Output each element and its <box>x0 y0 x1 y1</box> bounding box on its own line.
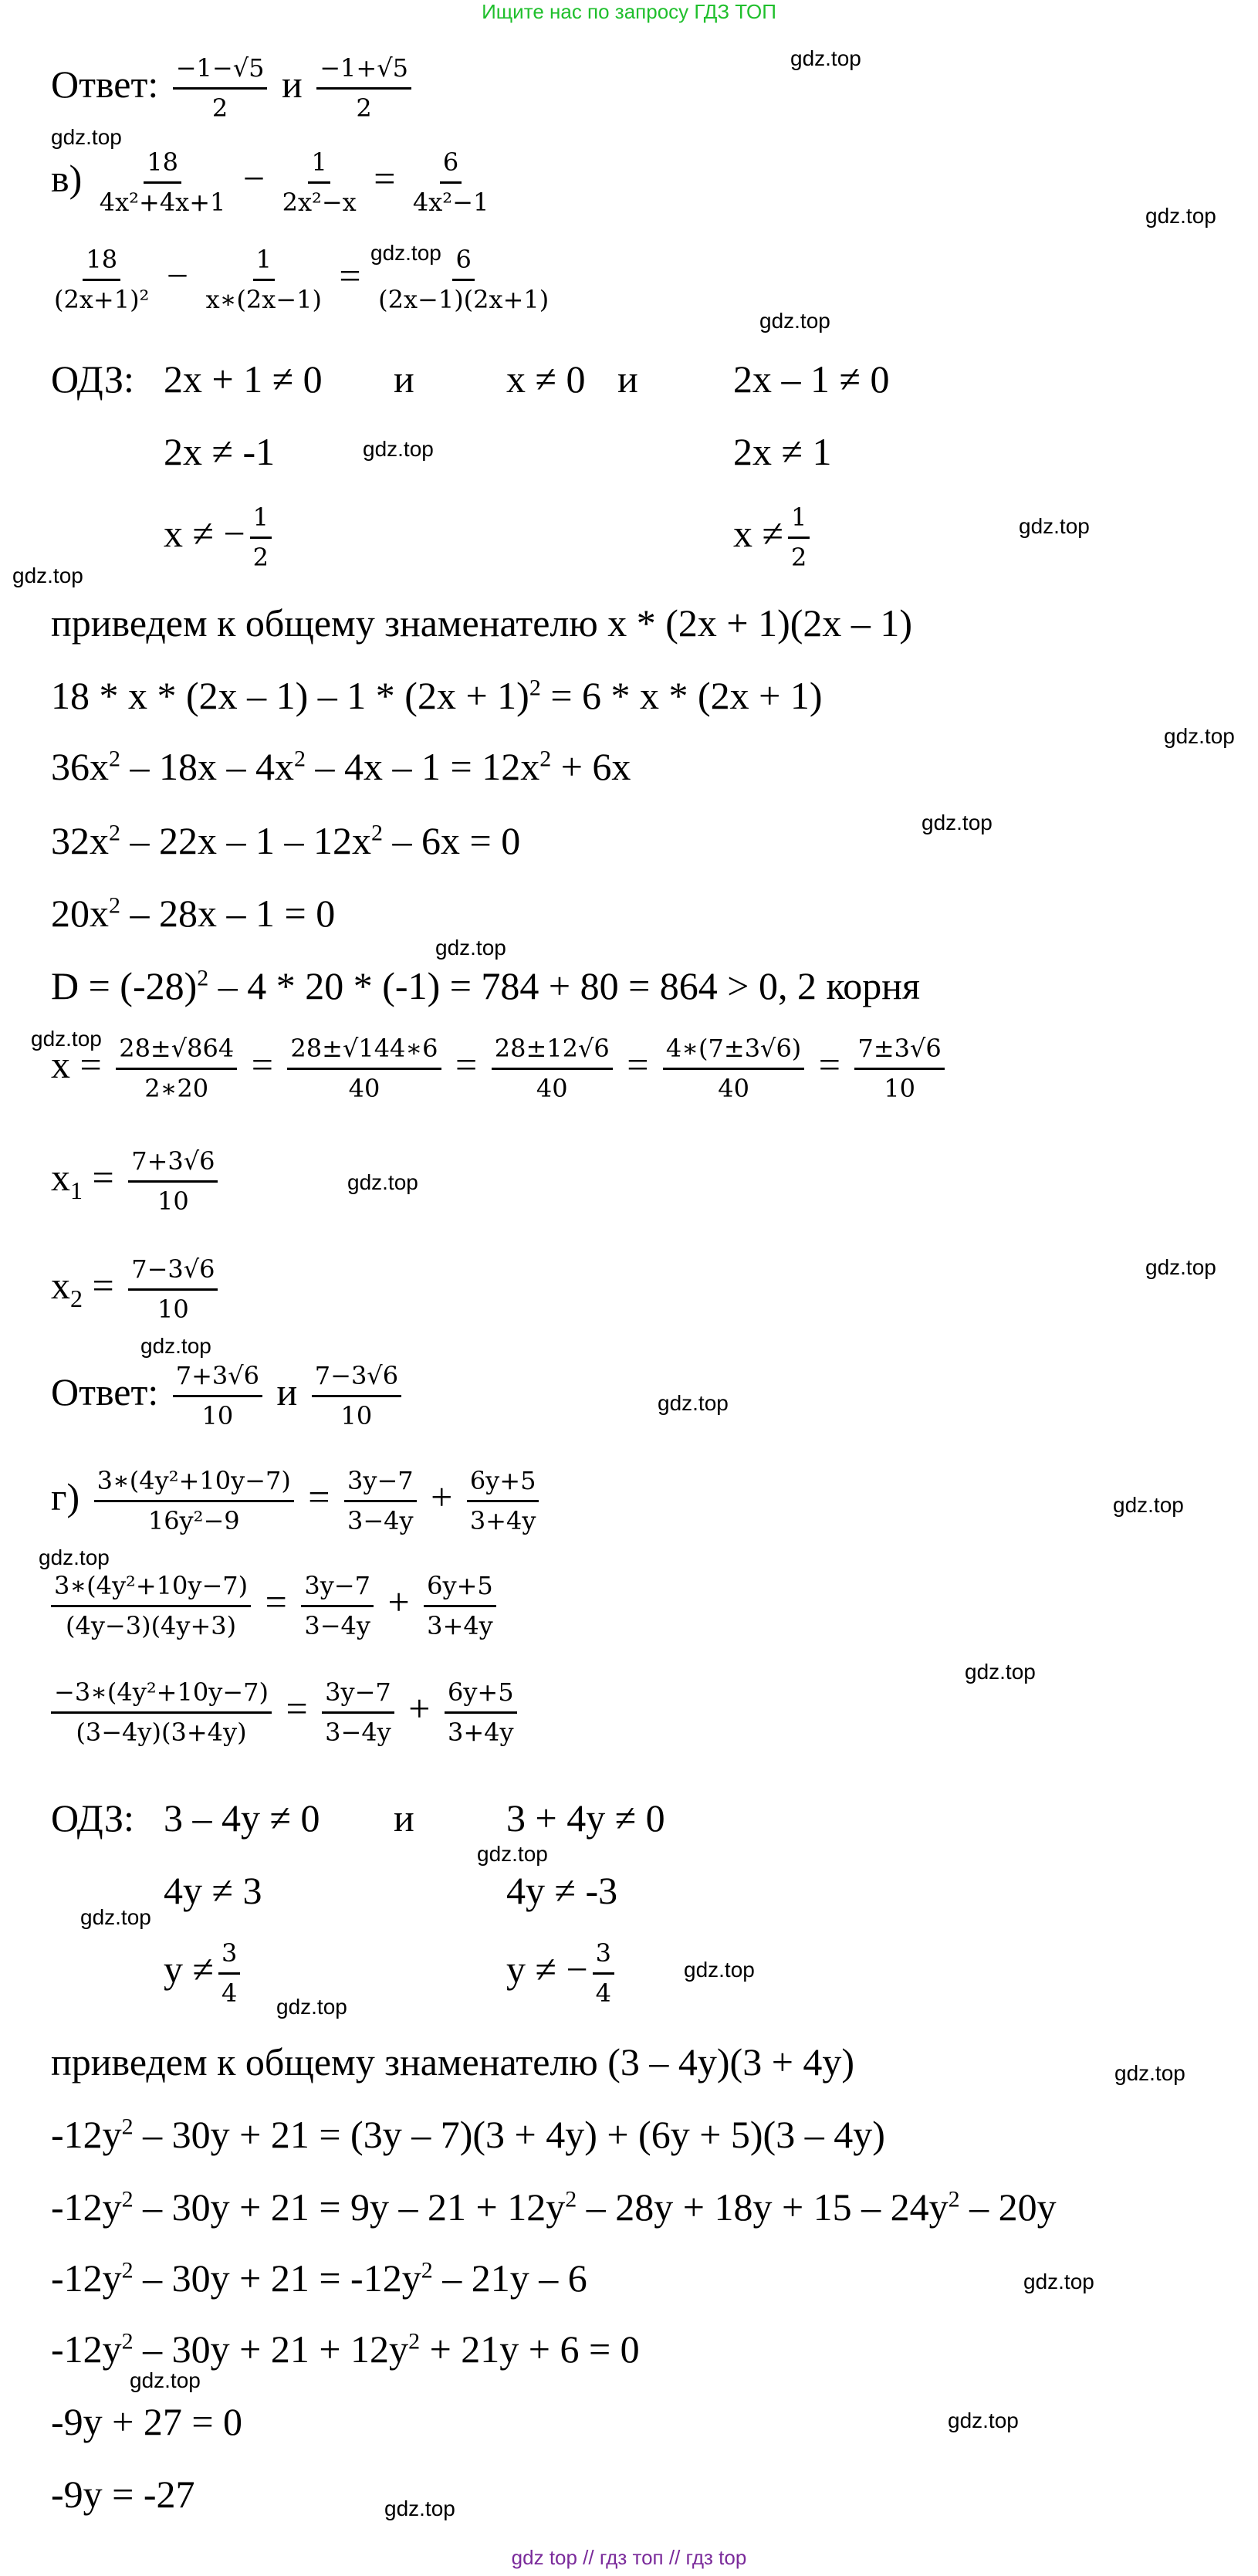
equation-step <box>51 2256 587 2300</box>
numerator: 3 <box>593 1939 614 1975</box>
common-denominator-text: приведем к общему знаменателю x * (2x + 1)(2x – 1) <box>51 601 913 645</box>
answer-v <box>51 1362 406 1430</box>
step-text: – 22x – 1 – 12x <box>120 819 371 862</box>
exponent: 2 <box>539 746 552 772</box>
step-text: – 28y + 18y + 15 – 24y <box>577 2185 949 2229</box>
exponent: 2 <box>121 2114 134 2140</box>
denominator: 2∗20 <box>144 1073 209 1103</box>
step-text: – 30y + 21 + 12y <box>133 2327 409 2371</box>
denominator: 40 <box>536 1073 568 1103</box>
watermark: gdz.top <box>370 241 441 265</box>
fraction <box>410 148 492 217</box>
watermark: gdz.top <box>759 309 830 333</box>
operator: = <box>265 1579 287 1623</box>
denominator: 4x²−1 <box>412 187 489 217</box>
fraction <box>173 1362 262 1430</box>
watermark: gdz.top <box>80 1905 151 1929</box>
operator: = <box>818 1042 840 1086</box>
fraction <box>593 1939 614 2008</box>
watermark: gdz.top <box>435 936 506 960</box>
odz-label: ОДЗ: <box>51 357 134 401</box>
numerator: 1 <box>788 503 810 539</box>
denominator: 3−4y <box>325 1717 391 1747</box>
operator: − <box>242 156 265 200</box>
fraction <box>279 148 360 217</box>
numerator: 1 <box>253 245 275 281</box>
watermark: gdz.top <box>1145 1255 1216 1279</box>
denominator: 40 <box>718 1073 749 1103</box>
part-g-equation-2 <box>46 1572 501 1640</box>
conjunction: и <box>281 62 303 106</box>
denominator: 10 <box>157 1186 189 1216</box>
fraction <box>94 1467 294 1535</box>
step-text: – 6x = 0 <box>383 819 521 862</box>
denominator: 4 <box>221 1978 238 2008</box>
odz-step: 2x ≠ -1 <box>164 430 276 473</box>
watermark: gdz.top <box>130 2368 201 2392</box>
numerator: 6y+5 <box>424 1572 496 1607</box>
fraction <box>128 1255 218 1324</box>
operator: − <box>166 253 189 297</box>
denominator: 40 <box>348 1073 380 1103</box>
denominator: 10 <box>157 1294 189 1324</box>
watermark: gdz.top <box>965 1660 1036 1684</box>
fraction <box>203 245 325 314</box>
odz-condition: 3 + 4y ≠ 0 <box>506 1796 665 1840</box>
watermark: gdz.top <box>922 811 993 834</box>
step-text: = 6 * x * (2x + 1) <box>540 674 823 717</box>
fraction <box>424 1572 496 1640</box>
numerator: 3y−7 <box>322 1678 394 1714</box>
root-x2 <box>51 1255 222 1324</box>
watermark: gdz.top <box>276 1995 347 2019</box>
step-text: 20x <box>51 892 109 935</box>
equation-step: -9y + 27 = 0 <box>51 2400 243 2443</box>
equation-step <box>51 894 335 933</box>
exponent: 2 <box>565 2186 577 2212</box>
answer-b <box>51 54 416 123</box>
part-g-equation-1 <box>51 1467 543 1535</box>
numerator: 7+3√6 <box>173 1362 262 1397</box>
numerator: 28±√864 <box>116 1034 237 1070</box>
watermark: gdz.top <box>948 2408 1019 2432</box>
fraction <box>322 1678 394 1747</box>
fraction <box>51 1678 272 1747</box>
fraction <box>51 245 152 314</box>
odz-prefix: y ≠ <box>164 1947 214 1991</box>
part-v-equation-2 <box>46 245 556 314</box>
fraction <box>250 503 272 572</box>
odz-step: 2x ≠ 1 <box>733 430 832 473</box>
numerator: 7±3√6 <box>854 1034 944 1070</box>
denominator: 10 <box>340 1400 373 1430</box>
fraction <box>173 54 268 123</box>
equation-step <box>51 676 823 715</box>
numerator: 7+3√6 <box>128 1147 218 1183</box>
exponent: 2 <box>121 2257 134 2283</box>
odz-prefix: x ≠ − <box>164 511 245 555</box>
exponent: 2 <box>197 965 209 991</box>
equation-step <box>51 821 520 860</box>
watermark: gdz.top <box>347 1170 418 1194</box>
denominator: 3+4y <box>469 1505 536 1535</box>
fraction <box>467 1467 539 1535</box>
fraction <box>788 503 810 572</box>
odz-prefix: y ≠ − <box>506 1947 588 1991</box>
fraction <box>116 1034 237 1103</box>
numerator: 4∗(7±3√6) <box>663 1034 804 1070</box>
denominator: 3+4y <box>447 1717 514 1747</box>
denominator: 3−4y <box>347 1505 414 1535</box>
operator: + <box>387 1579 410 1623</box>
numerator: 1 <box>250 503 272 539</box>
roots-formula <box>51 1034 949 1103</box>
watermark: gdz.top <box>1019 514 1090 538</box>
exponent: 2 <box>294 746 306 772</box>
equation-step <box>51 747 631 786</box>
odz-result <box>164 1939 245 2008</box>
numerator: 6 <box>452 245 474 281</box>
step-text: – 4 * 20 * (-1) = 784 + 80 = 864 > 0, 2 корня <box>208 964 921 1007</box>
step-text: 32x <box>51 819 109 862</box>
watermark: gdz.top <box>384 2496 455 2520</box>
watermark: gdz.top <box>477 1842 548 1866</box>
denominator: 2 <box>252 542 269 572</box>
denominator: x∗(2x−1) <box>205 284 322 314</box>
numerator: 28±√144∗6 <box>287 1034 441 1070</box>
exponent: 2 <box>121 2186 134 2212</box>
part-label: в) <box>51 156 83 200</box>
fraction <box>492 1034 613 1103</box>
discriminant <box>51 966 920 1005</box>
watermark: gdz.top <box>12 564 83 587</box>
watermark: gdz.top <box>1164 724 1235 748</box>
exponent: 2 <box>121 2328 134 2354</box>
conjunction: и <box>394 357 414 401</box>
watermark: gdz.top <box>51 125 122 149</box>
conjunction: и <box>617 357 638 401</box>
part-g-equation-3 <box>46 1678 522 1747</box>
denominator: 2 <box>211 93 228 123</box>
numerator: −1+√5 <box>316 54 411 90</box>
operator: = <box>286 1686 308 1730</box>
exponent: 2 <box>948 2186 960 2212</box>
odz-step: 4y ≠ -3 <box>506 1869 618 1912</box>
step-text: -12y <box>51 2113 122 2156</box>
numerator: 3∗(4y²+10y−7) <box>51 1572 251 1607</box>
equation-step <box>51 2327 640 2371</box>
numerator: 1 <box>308 148 330 184</box>
fraction <box>445 1678 517 1747</box>
operator: = <box>339 253 361 297</box>
top-banner[interactable]: Ищите нас по запросу ГДЗ ТОП <box>482 0 776 23</box>
odz-result <box>164 503 276 572</box>
numerator: 7−3√6 <box>312 1362 401 1397</box>
numerator: 28±12√6 <box>492 1034 613 1070</box>
footer-links[interactable]: gdz top // гдз топ // гдз top <box>511 2546 747 2569</box>
fraction <box>663 1034 804 1103</box>
exponent: 2 <box>371 820 383 846</box>
numerator: 7−3√6 <box>128 1255 218 1291</box>
root-variable: x = <box>51 1042 102 1086</box>
exponent: 2 <box>109 892 120 919</box>
denominator: 10 <box>884 1073 915 1103</box>
numerator: 3∗(4y²+10y−7) <box>94 1467 294 1502</box>
root-variable: x <box>51 1263 70 1307</box>
odz-condition: 2x + 1 ≠ 0 <box>164 357 323 401</box>
denominator: 4x²+4x+1 <box>99 187 226 217</box>
step-text: 36x <box>51 745 109 788</box>
numerator: 3 <box>218 1939 240 1975</box>
odz-step: 4y ≠ 3 <box>164 1869 262 1912</box>
denominator: (2x+1)² <box>54 284 150 314</box>
exponent: 2 <box>109 746 120 772</box>
step-text: -12y <box>51 2327 122 2371</box>
numerator: 3y−7 <box>301 1572 374 1607</box>
operator: = <box>92 1155 114 1199</box>
odz-result <box>733 503 814 572</box>
operator: = <box>308 1474 330 1518</box>
watermark: gdz.top <box>39 1545 110 1569</box>
step-text: + 21y + 6 = 0 <box>420 2327 640 2371</box>
odz-result <box>506 1939 619 2008</box>
equation-step <box>51 2115 885 2154</box>
step-text: – 21y – 6 <box>432 2256 587 2300</box>
odz-prefix: x ≠ <box>733 511 783 555</box>
step-text: – 4x – 1 = 12x <box>306 745 540 788</box>
fraction <box>96 148 229 217</box>
part-v-equation-1 <box>51 148 496 217</box>
fraction <box>312 1362 401 1430</box>
watermark: gdz.top <box>1113 1493 1184 1517</box>
operator: = <box>627 1042 649 1086</box>
conjunction: и <box>394 1796 414 1840</box>
operator: + <box>431 1474 453 1518</box>
denominator: 16y²−9 <box>147 1505 240 1535</box>
odz-condition: 3 – 4y ≠ 0 <box>164 1796 320 1840</box>
watermark: gdz.top <box>1145 204 1216 228</box>
watermark: gdz.top <box>1023 2270 1094 2293</box>
fraction <box>301 1572 374 1640</box>
operator: = <box>374 156 396 200</box>
fraction <box>51 1572 251 1640</box>
exponent: 2 <box>109 820 120 846</box>
watermark: gdz.top <box>684 1958 755 1982</box>
fraction <box>128 1147 218 1216</box>
part-label: г) <box>51 1474 80 1518</box>
numerator: 18 <box>83 245 120 281</box>
step-text: 18 * x * (2x – 1) – 1 * (2x + 1) <box>51 674 529 717</box>
denominator: 10 <box>201 1400 234 1430</box>
common-denominator-text: приведем к общему знаменателю (3 – 4y)(3 + 4y) <box>51 2040 855 2083</box>
numerator: 6 <box>440 148 462 184</box>
watermark: gdz.top <box>790 46 861 70</box>
fraction <box>287 1034 441 1103</box>
watermark: gdz.top <box>140 1334 211 1358</box>
numerator: 6y+5 <box>467 1467 539 1502</box>
numerator: −1−√5 <box>173 54 268 90</box>
fraction <box>344 1467 417 1535</box>
denominator: 2x²−x <box>282 187 357 217</box>
step-text: – 18x – 4x <box>120 745 294 788</box>
watermark: gdz.top <box>31 1027 102 1051</box>
denominator: 4 <box>595 1978 611 2008</box>
step-text: -12y <box>51 2256 122 2300</box>
subscript: 2 <box>70 1284 83 1312</box>
numerator: 18 <box>144 148 181 184</box>
fraction <box>316 54 411 123</box>
answer-prefix: Ответ: <box>51 62 159 106</box>
subscript: 1 <box>70 1176 83 1204</box>
denominator: 2 <box>790 542 807 572</box>
step-text: – 20y <box>959 2185 1057 2229</box>
answer-prefix: Ответ: <box>51 1369 159 1413</box>
root-x1 <box>51 1147 222 1216</box>
denominator: 3−4y <box>304 1610 370 1640</box>
denominator: (2x−1)(2x+1) <box>378 284 550 314</box>
numerator: 3y−7 <box>344 1467 417 1502</box>
root-variable: x <box>51 1155 70 1199</box>
operator: = <box>92 1263 114 1307</box>
watermark: gdz.top <box>1114 2061 1185 2085</box>
fraction <box>854 1034 944 1103</box>
exponent: 2 <box>408 2328 421 2354</box>
odz-condition: 2x – 1 ≠ 0 <box>733 357 890 401</box>
step-text: – 28x – 1 = 0 <box>120 892 336 935</box>
operator: = <box>251 1042 273 1086</box>
exponent: 2 <box>421 2257 433 2283</box>
equation-step: -9y = -27 <box>51 2473 195 2516</box>
step-text: – 30y + 21 = 9y – 21 + 12y <box>133 2185 566 2229</box>
conjunction: и <box>276 1369 298 1413</box>
numerator: −3∗(4y²+10y−7) <box>51 1678 272 1714</box>
step-text: + 6x <box>551 745 631 788</box>
denominator: (4y−3)(4y+3) <box>65 1610 237 1640</box>
operator: + <box>408 1686 431 1730</box>
operator: = <box>455 1042 478 1086</box>
step-text: D = (-28) <box>51 964 198 1007</box>
fraction <box>218 1939 240 2008</box>
denominator: (3−4y)(3+4y) <box>76 1717 247 1747</box>
odz-label: ОДЗ: <box>51 1796 134 1840</box>
step-text: – 30y + 21 = (3y – 7)(3 + 4y) + (6y + 5)(3 – 4y) <box>133 2113 885 2156</box>
watermark: gdz.top <box>363 437 434 461</box>
watermark: gdz.top <box>658 1391 729 1415</box>
numerator: 6y+5 <box>445 1678 517 1714</box>
odz-condition: x ≠ 0 <box>506 357 586 401</box>
denominator: 3+4y <box>427 1610 493 1640</box>
step-text: -12y <box>51 2185 122 2229</box>
denominator: 2 <box>356 93 372 123</box>
exponent: 2 <box>529 675 541 701</box>
step-text: – 30y + 21 = -12y <box>133 2256 421 2300</box>
equation-step <box>51 2185 1057 2229</box>
